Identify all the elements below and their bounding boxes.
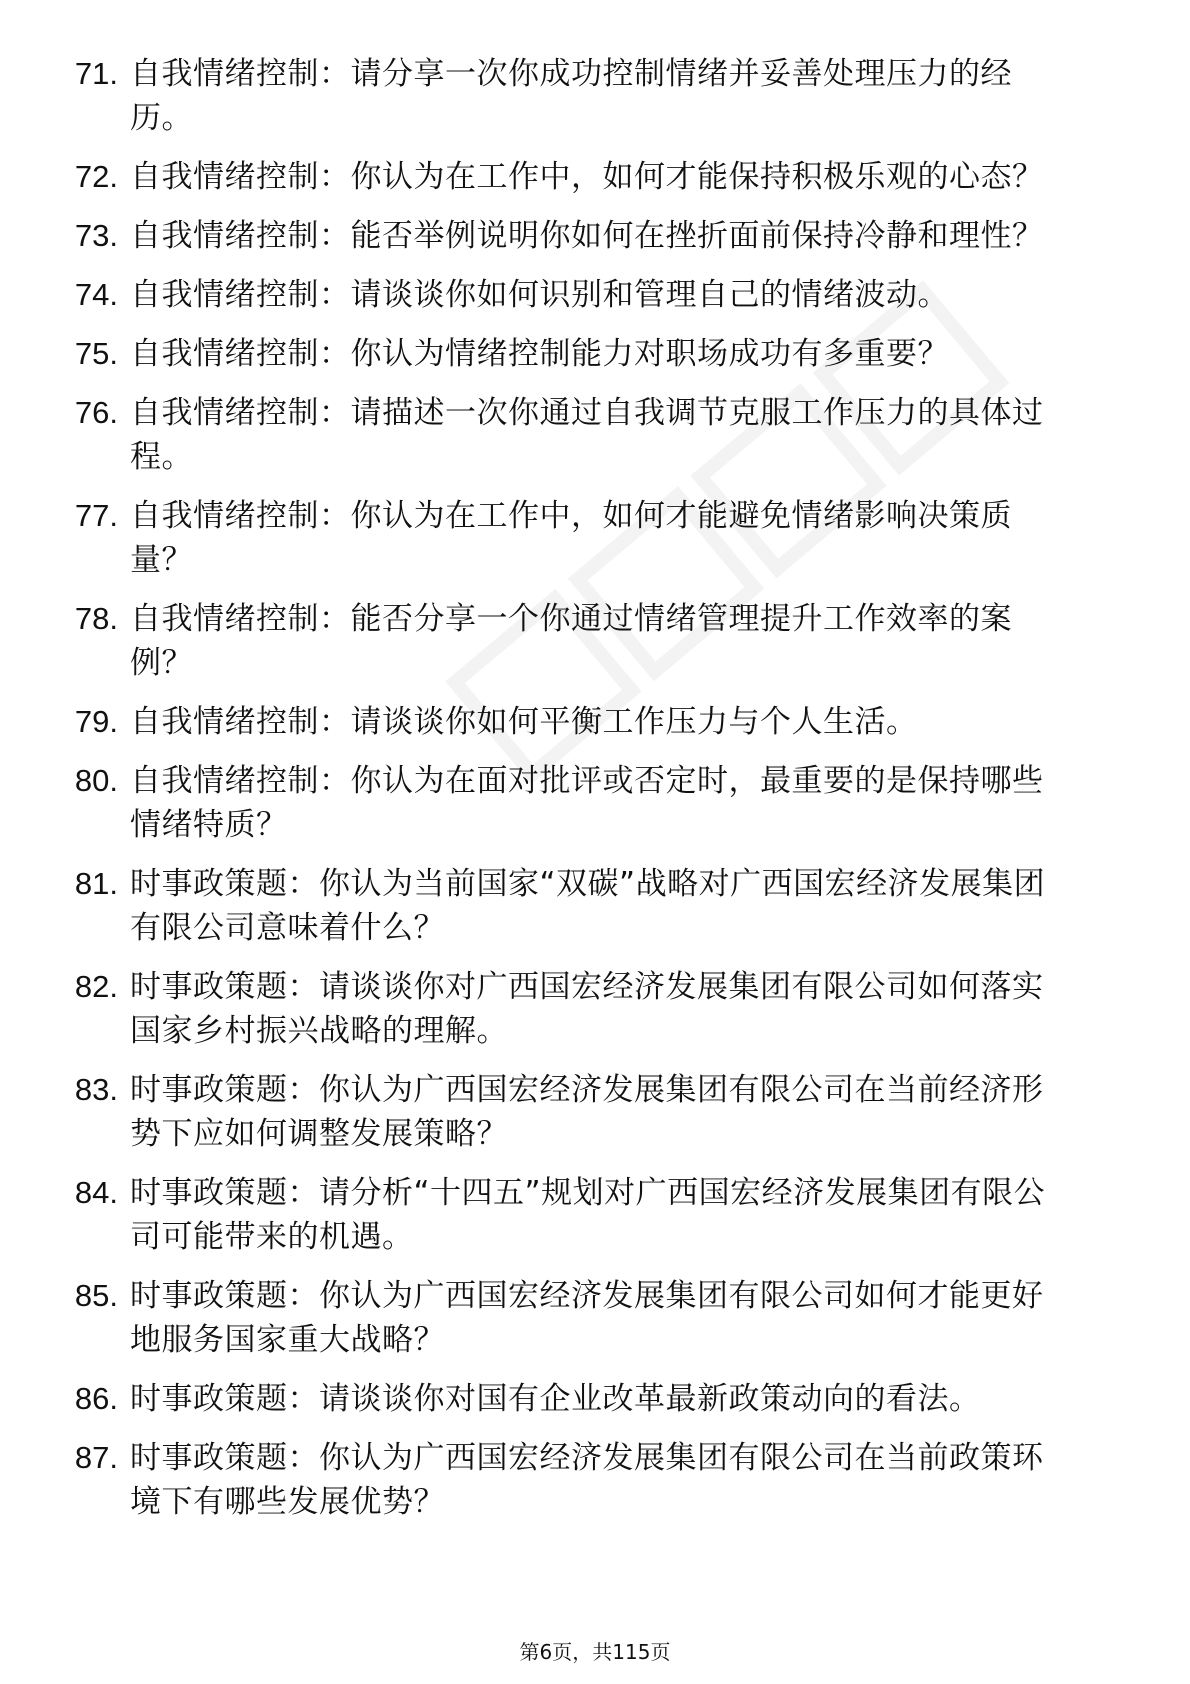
item-text: 自我情绪控制：你认为在工作中，如何才能避免情绪影响决策质量？ bbox=[130, 498, 1012, 578]
item-text: 自我情绪控制：请谈谈你如何识别和管理自己的情绪波动。 bbox=[130, 277, 949, 313]
list-item bbox=[0, 273, 1190, 317]
item-number: 78. bbox=[74, 601, 118, 636]
item-number: 79. bbox=[74, 704, 118, 739]
item-text: 时事政策题：你认为广西国宏经济发展集团有限公司在当前经济形势下应如何调整发展策略？ bbox=[130, 1072, 1044, 1152]
item-text: 时事政策题：请谈谈你对国有企业改革最新政策动向的看法。 bbox=[130, 1381, 981, 1417]
list-item bbox=[0, 494, 1190, 582]
item-number: 75. bbox=[74, 336, 118, 371]
item-number: 85. bbox=[74, 1278, 118, 1313]
item-text: 时事政策题：请分析“十四五”规划对广西国宏经济发展集团有限公司可能带来的机遇。 bbox=[130, 1175, 1046, 1255]
item-text: 时事政策题：请谈谈你对广西国宏经济发展集团有限公司如何落实国家乡村振兴战略的理解。 bbox=[130, 969, 1044, 1049]
item-text: 自我情绪控制：你认为情绪控制能力对职场成功有多重要？ bbox=[130, 336, 949, 372]
list-item bbox=[0, 52, 1190, 140]
item-text: 自我情绪控制：能否分享一个你通过情绪管理提升工作效率的案例？ bbox=[130, 601, 1012, 681]
item-number: 76. bbox=[74, 395, 118, 430]
item-text: 时事政策题：你认为当前国家“双碳”战略对广西国宏经济发展集团有限公司意味着什么？ bbox=[130, 866, 1046, 946]
item-text: 自我情绪控制：你认为在工作中，如何才能保持积极乐观的心态？ bbox=[130, 159, 1044, 195]
list-item bbox=[0, 1274, 1190, 1362]
item-number: 84. bbox=[74, 1175, 118, 1210]
item-text: 自我情绪控制：请描述一次你通过自我调节克服工作压力的具体过程。 bbox=[130, 395, 1044, 475]
list-item bbox=[0, 214, 1190, 258]
list-item bbox=[0, 1377, 1190, 1421]
item-number: 83. bbox=[74, 1072, 118, 1107]
item-number: 87. bbox=[74, 1440, 118, 1475]
list-item bbox=[0, 1068, 1190, 1156]
list-item bbox=[0, 862, 1190, 950]
question-list bbox=[0, 52, 1190, 1539]
item-text: 时事政策题：你认为广西国宏经济发展集团有限公司在当前政策环境下有哪些发展优势？ bbox=[130, 1440, 1044, 1520]
item-number: 82. bbox=[74, 969, 118, 1004]
item-text: 自我情绪控制：能否举例说明你如何在挫折面前保持冷静和理性？ bbox=[130, 218, 1044, 254]
list-item bbox=[0, 965, 1190, 1053]
item-number: 80. bbox=[74, 763, 118, 798]
item-number: 72. bbox=[74, 159, 118, 194]
item-text: 自我情绪控制：你认为在面对批评或否定时，最重要的是保持哪些情绪特质？ bbox=[130, 763, 1044, 843]
item-text: 自我情绪控制：请谈谈你如何平衡工作压力与个人生活。 bbox=[130, 704, 918, 740]
list-item bbox=[0, 1171, 1190, 1259]
item-number: 71. bbox=[74, 56, 118, 91]
item-number: 86. bbox=[74, 1381, 118, 1416]
item-text: 自我情绪控制：请分享一次你成功控制情绪并妥善处理压力的经历。 bbox=[130, 56, 1012, 136]
list-item bbox=[0, 155, 1190, 199]
list-item bbox=[0, 332, 1190, 376]
list-item bbox=[0, 391, 1190, 479]
item-number: 81. bbox=[74, 866, 118, 901]
list-item bbox=[0, 1436, 1190, 1524]
item-number: 73. bbox=[74, 218, 118, 253]
item-number: 77. bbox=[74, 498, 118, 533]
list-item bbox=[0, 597, 1190, 685]
list-item bbox=[0, 759, 1190, 847]
list-item bbox=[0, 700, 1190, 744]
item-text: 时事政策题：你认为广西国宏经济发展集团有限公司如何才能更好地服务国家重大战略？ bbox=[130, 1278, 1044, 1358]
item-number: 74. bbox=[74, 277, 118, 312]
page-footer: 第6页，共115页 bbox=[519, 1640, 671, 1664]
